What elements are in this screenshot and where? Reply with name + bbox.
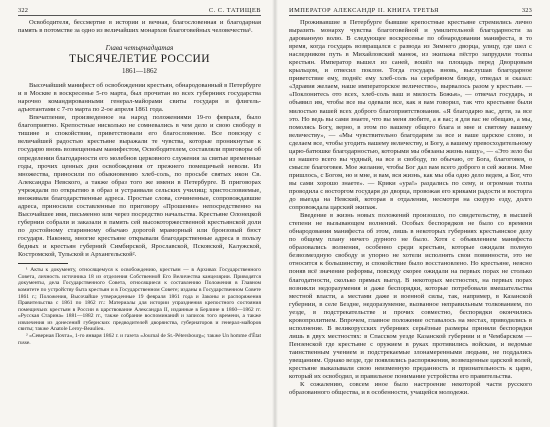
footnote-rule — [18, 263, 68, 264]
right-paragraph: Введение в жизнь новых положений произошло, по свидетельству, в высшей степени не вызывающем волнений. Особых беспорядков не было со времени обнародования манифеста об этом, лишь в некоторых губерниях крестьянское делу по общему плану ничего дурного не было. Хотя с объявлением манифеста образовались волнения, особенно среди крестьян, которые ожидали полную безвозмездную свободу и упорно не хотели исполнять свои повинности, это не относится к большинству, и спокойствие было восстановлено. Но крестьяне, неясно поняв всё значение реформы, повсюду скорее ожидали на первых порах не столько благодатности, сколько прямых выгод. В некоторых местностях, на первых порах возникли недоразумения и даже беспорядки, которые потребовали вмешательства местной власти, а местами даже и военной силы, так, например, в Казанской губернии, в селе Бездне, недоразумение, вызванное неправильным толкованием, по уезде, в подстрекательстве и прочих совместно, беспорядки окончились кровопролитием. Впрочем, главное положение оставалось на местах, приводились в исполнение. В великорусских губерниях серьёзные размеры приняли беспорядки лишь в двух местностях: в Спасском уезде Казанской губернии и в Чембарском — Пензенской где крестьяне с оружием в руках противились войскам, и ведомые таинственным учением и подстрекаемые злонамеренными людьми, не поддались увещаниям. Однако везде, где появлялись распоряжения, возвещенные царской волей, крестьяне выказывали свою неизменную преданность и признательность к царю, который их освободил, и правильное понимание устройства его правительства. — [289, 212, 532, 381]
left-running-header — [18, 7, 261, 16]
chapter-heading — [18, 44, 261, 76]
left-page-number: 322 — [18, 7, 29, 14]
right-running-title: ИМПЕРАТОР АЛЕКСАНДР II. КНИГА ТРЕТЬЯ — [289, 7, 439, 14]
intro-paragraph: Освободителя, бессмертие в истории и вечная, благословенная и благодарная память в потомстве за одно из величайших монархов благоговейных человечества¹. — [18, 19, 261, 35]
right-page-number: 323 — [521, 7, 532, 14]
left-paragraph: Впечатление, произведенное на народ положениями 19-го февраля, было благоприятно. Крепостные нисколько не сомневались в чем дело и свою свободу в тишине и спокойствии, приветствовали его благословение. Все повсюду с величайшей радостью крестьяне выражали те чувства, которые проникнутые к государю вновь возвещенным манифестом, Освободителем, составляли приговоры об определении благодарности его молебнов церковного служения за святые временные годы, прочих ценных дни освобождения от прежнего помещичьей неволи. Из множества, приносили по обыкновению хлеб-соль, по просьбе святых икон Св. Александра Невского, а также образ того же имени в Петербурге. В приговорах учреждали по открытию в образ и устраивали сельских училищ; христословиемые, вноживали благодарственные адреса. Простые слова, сочиненные, сопровождавшие адреса, приносили составленные по приговору «Прошение» непосредственно на Высочайшее имя, письменно или через посредство начальства. Крестьяне Олонецкой губернии собрали и заказали в память сей высокоторжественной крестьянской доли по достойному старинному обычаю дорогой мраморный или бронзовый бюст государя. Наконец, многие крестьяне открывали благодарственные адреса в пользу бедных и крестьян губерний Симбирской, Ярославской, Псковской, Калужской, Костромской, Тульской и Архангельской². — [18, 114, 261, 259]
chapter-number: Глава четырнадцатая — [105, 44, 174, 53]
right-running-header — [289, 7, 532, 16]
right-paragraph: К сожалению, совсем иное было настроение некоторой части русского образованного общества, и в особенности, учащейся молодежи. — [289, 381, 532, 397]
right-paragraph: Проживавшие в Петербурге бывшие крепостные крестьяне стремились лично выразить монарху чувства благоговейной и умилительной благодарности за дарованную волю. В следующее воскресенье по обнародовании манифеста, в то время, когда государь возвращался с развода из Зимнего дворца, улицу, где шел с наследником путь в Михайловский манеж, из экипажа пёстро запрудили толпы крестьян. Император вышел из саней, вошёл на площадь перед Дворцовым крыльцом, и отвесил поклон. Тогда государь вновь, выслушав благодарное приветствие ему, поднёс ему хлеб-соль на серебряном блюде, отведал и сказал: «Здравия желаем, наше императорское величество», вырвалось разом у крестьян. — «Поклонитесь ото всех, хлеб-соль ваш и милость Божья», — отвечал государь, и объявил им, чтобы все вы одевали все, как я вам говорил, так что крестьяне были милостью вашей всех доброго благоприятствования. «Я благодарю вас, дети, за все это. Но ведь вы сами знаете, что вы меня любите, а я вас; я для вас не обещаю, а мы, помолясь Богу, верно, в этом по вашему общего блага и мне и святому вашему величеству», — «Мы чувствительно благодарим за все и ваше царское слово, и сделаем все, чтобы угодить вашему величеству, и Богу, а вашему превосходительному царю-батюшке благодарностью, которыми мы обязаны жизнь нашу», — «Это зело бы из нашего всего вы чудный, на все и свободу, по обычаю, от Бога, благоговея, о смысле благоговея. Мое желание, чтобы Бог дал вам всего доброго в сей жизни. Мне пришлось, с Богом, но и мне, и вам, вся жизнь, как мы оба одно дело ведем, а Бог, что вы сами хорошо знаете». — Крики «ура!» раздались по сему, и огромная толпа проводила с восторгом государя до дворца, провожая его криками радости и восторга до выезда на Невский, которая в отдалении, несмотря на скорую езду, долго сопровождала царский экипаж. — [289, 19, 532, 212]
chapter-title: ТЫСЯЧЕЛЕТИЕ РОССИИ — [69, 53, 210, 66]
footnote: ¹ Акты к документу, относящемуся к освобождению, крестьян — в Архивах Государственного Совета, личность источника 18 из отделения Собственной Его Величества канцелярии. Приводятся документы, дела Государственного Совета, относящиеся к составлению Положения в Главном комитете по устройству быта крестьян и в Государственном Совете; изданы в Государственном Совете 1861 г.; Положения, Высочайше утвержденные 19 февраля 1861 года и Законы и распоряжения Правительства с 1861 по 1862 гг.: Материалы для истории упразднения крепостного состояния помещичьих крестьян в России в царствование Александра II, изданные в Берлине в 1860—1862 гг. «Русская Старина» 1881—1882 гг., также собрание воспоминаний и записок того времени, а также извлечения из донесений губернских предводителей дворянства, губернаторов и генерал-майоров свиты; также Anatole Leroy-Beaulieu. — [18, 267, 261, 333]
right-page — [275, 0, 550, 427]
footnotes — [18, 267, 261, 346]
footnote: ² «Северная Почта», 1-го января 1862 г. и газета «Journal de St.-Pétersbourg»; также Un homme d'État russe. — [18, 333, 261, 346]
chapter-years: 1861—1862 — [122, 67, 157, 76]
left-running-title: С. С. ТАТИЩЕВ — [208, 7, 261, 14]
left-paragraph: Высочайший манифест об освобождении крестьян, обнародованный в Петербурге и в Москве в воскресенье 5-го марта, был прочитан во всех губерниях государства нарочно командированными генерал-майорами свиты государя и флигель-адъютантами с 7-го марта по 2-ое апреля 1861 года. — [18, 82, 261, 114]
